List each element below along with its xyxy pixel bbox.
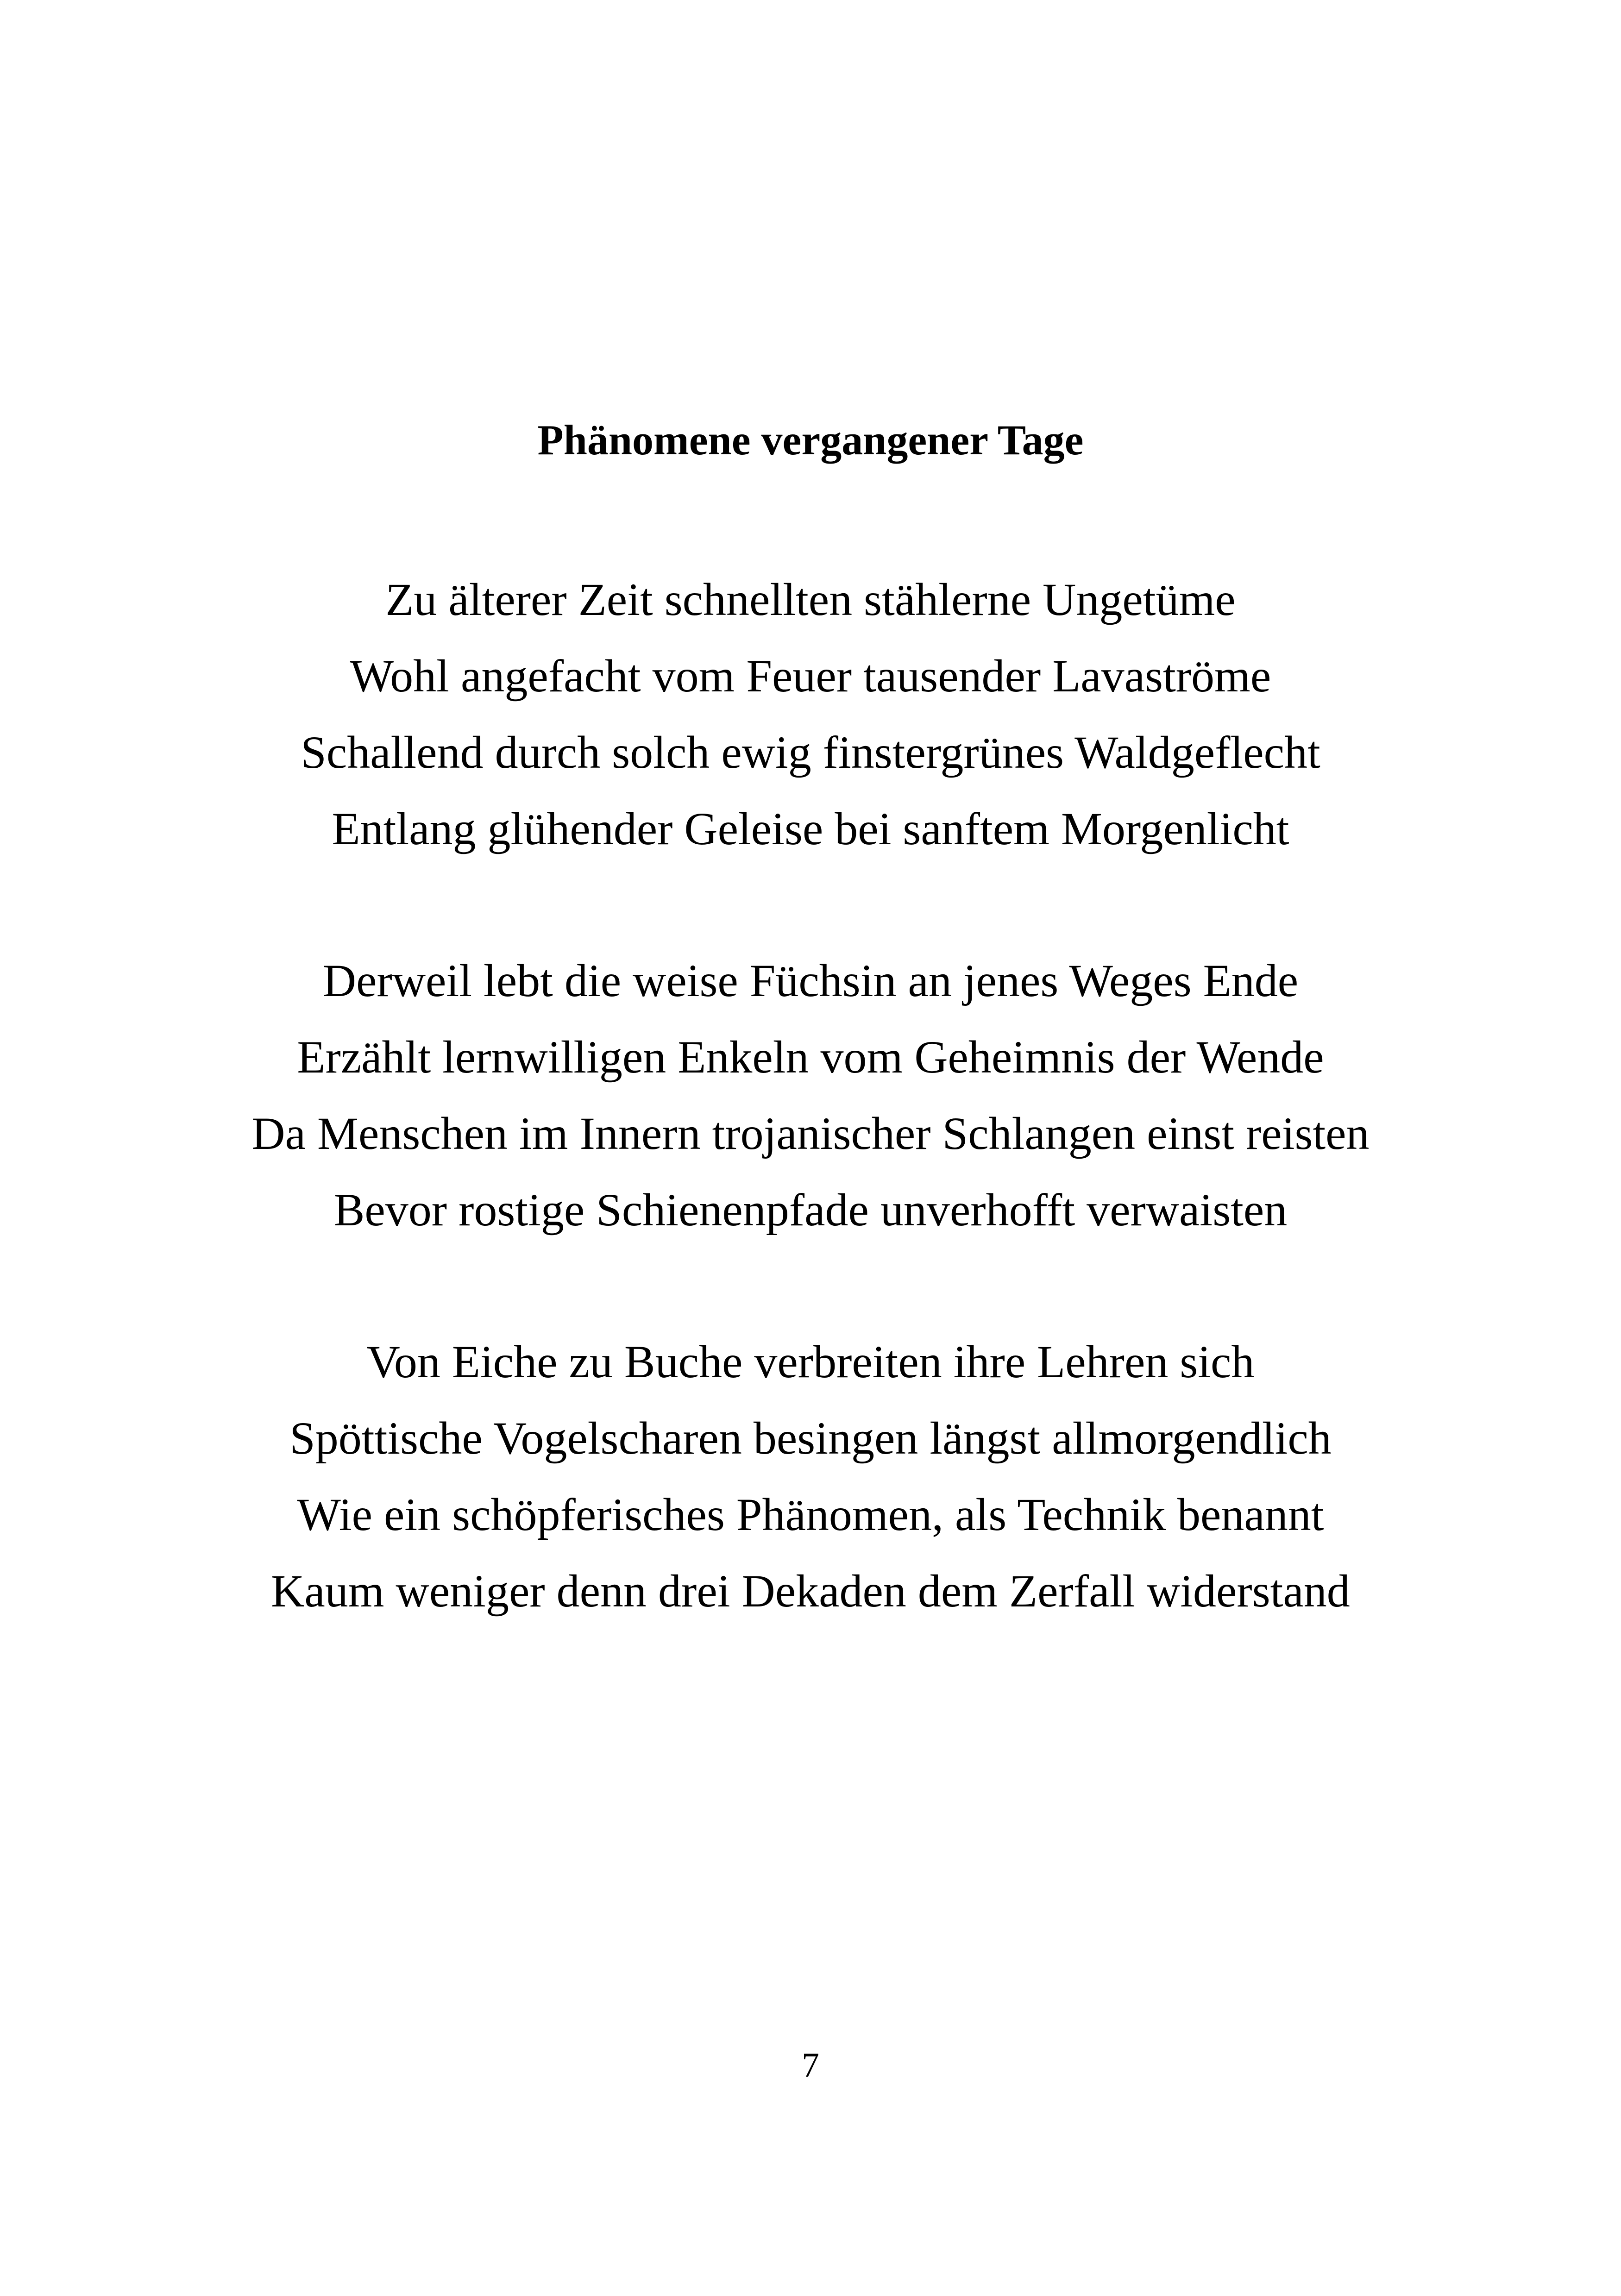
page-number: 7	[802, 2046, 819, 2085]
poem-line: Da Menschen im Innern trojanischer Schlangen einst reisten	[251, 1108, 1370, 1159]
stanza-2	[0, 942, 1621, 1248]
poem-line: Wie ein schöpferisches Phänomen, als Technik benannt	[297, 1489, 1324, 1540]
poem-line: Zu älterer Zeit schnellten stählerne Ungetüme	[385, 574, 1236, 625]
poem-title: Phänomene vergangener Tage	[537, 416, 1084, 464]
poem-line: Schallend durch solch ewig finstergrünes Waldgeflecht	[301, 727, 1320, 778]
stanza-1	[0, 561, 1621, 867]
poem-line: Derweil lebt die weise Füchsin an jenes Weges Ende	[322, 955, 1299, 1006]
poem-line: Wohl angefacht vom Feuer tausender Lavaströme	[350, 650, 1271, 702]
poem-line: Bevor rostige Schienenpfade unverhofft verwaisten	[333, 1184, 1288, 1236]
poem-line: Erzählt lernwilligen Enkeln vom Geheimnis der Wende	[297, 1031, 1324, 1083]
poem-line: Entlang glühender Geleise bei sanftem Morgenlicht	[332, 803, 1289, 854]
poem-line: Kaum weniger denn drei Dekaden dem Zerfall widerstand	[271, 1565, 1350, 1617]
poem-line: Von Eiche zu Buche verbreiten ihre Lehren sich	[366, 1336, 1255, 1387]
poem-line: Spöttische Vogelscharen besingen längst allmorgendlich	[289, 1412, 1332, 1464]
stanza-3	[0, 1324, 1621, 1629]
